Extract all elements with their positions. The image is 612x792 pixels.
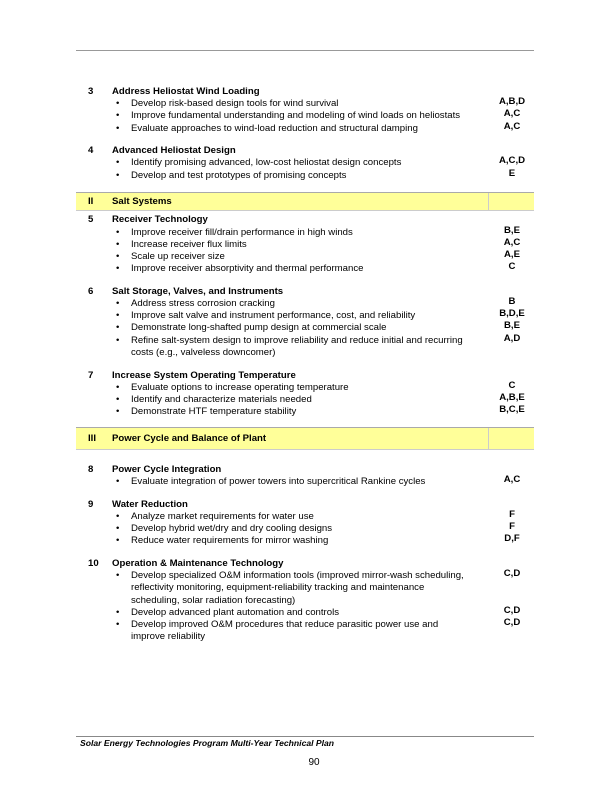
priority-code: C <box>508 379 516 391</box>
bullet-text: scheduling, solar radiation forecasting) <box>131 594 296 606</box>
bullet-text: Evaluate options to increase operating temperature <box>131 381 349 393</box>
task-title-row <box>76 86 534 98</box>
priority-code: C,D <box>503 604 521 616</box>
priority-code: A,C <box>503 108 521 120</box>
task-group <box>76 145 534 182</box>
task-title-row <box>76 464 534 476</box>
bullet-item <box>76 568 521 607</box>
task-number: 9 <box>88 498 94 510</box>
task-title: Receiver Technology <box>112 214 208 226</box>
priority-code: A,E <box>504 248 520 260</box>
bullet-icon: • <box>116 169 120 181</box>
bullet-icon: • <box>116 476 120 488</box>
bullet-icon: • <box>116 334 120 346</box>
bullet-item <box>76 296 516 310</box>
task-title: Operation & Maintenance Technology <box>112 558 284 570</box>
bullet-icon: • <box>116 381 120 393</box>
bullet-text: Improve receiver fill/drain performance in high winds <box>131 226 353 238</box>
section-header <box>76 192 534 211</box>
bullet-item <box>76 332 521 359</box>
footer-rule <box>76 736 534 737</box>
bullet-text: reflectivity monitoring, equipment-reliability tracking and maintenance <box>131 582 425 594</box>
priority-code: C <box>508 261 516 273</box>
priority-code: B <box>508 296 516 308</box>
bullet-text: Develop hybrid wet/dry and dry cooling designs <box>131 523 333 535</box>
bullet-text: Refine salt-system design to improve reliability and reduce initial and recurring <box>131 334 463 346</box>
task-title-row <box>76 499 534 511</box>
bullet-icon: • <box>116 535 120 547</box>
bullet-item <box>76 120 521 135</box>
bullet-item <box>76 320 520 334</box>
bullet-item <box>76 236 521 251</box>
bullet-item <box>76 391 525 406</box>
bullet-icon: • <box>116 606 120 618</box>
bullet-icon: • <box>116 322 120 334</box>
task-number: 5 <box>88 214 94 226</box>
task-group <box>76 464 534 488</box>
bullet-item <box>76 155 526 169</box>
bullet-text: Address stress corrosion cracking <box>131 298 275 310</box>
priority-code: A,C,D <box>498 155 526 167</box>
section-title: Salt Systems <box>112 196 172 208</box>
bullet-icon: • <box>116 263 120 275</box>
bullet-text: Demonstrate HTF temperature stability <box>131 406 297 418</box>
bullet-text: Develop and test prototypes of promising concepts <box>131 169 347 181</box>
task-group <box>76 214 534 275</box>
bullet-icon: • <box>116 226 120 238</box>
task-title: Power Cycle Integration <box>112 463 222 475</box>
bullet-item <box>76 308 525 322</box>
priority-code: F <box>509 521 515 533</box>
bullet-text: Increase receiver flux limits <box>131 238 247 250</box>
task-number: 4 <box>88 145 94 157</box>
bullet-text: Evaluate approaches to wind-load reduction and structural damping <box>131 122 418 134</box>
task-title-row <box>76 145 534 157</box>
priority-code: B,E <box>504 224 520 236</box>
bullet-text: Develop risk-based design tools for wind survival <box>131 98 339 110</box>
bullet-text: Develop specialized O&M information tools (improved mirror-wash scheduling, <box>131 570 464 582</box>
priority-code: A,B,E <box>499 391 525 403</box>
priority-code: F <box>509 508 515 520</box>
task-number: 8 <box>88 463 94 475</box>
priority-code: B,E <box>504 320 520 332</box>
bullet-text: improve reliability <box>131 631 206 643</box>
bullet-text: Develop improved O&M procedures that reduce parasitic power use and <box>131 619 439 631</box>
task-title-row <box>76 286 534 298</box>
task-title: Water Reduction <box>112 498 188 510</box>
task-number: 7 <box>88 369 94 381</box>
bullet-item <box>76 404 525 418</box>
bullet-icon: • <box>116 523 120 535</box>
bullet-text: Evaluate integration of power towers into supercritical Rankine cycles <box>131 476 426 488</box>
bullet-text: Demonstrate long-shafted pump design at commercial scale <box>131 322 387 334</box>
task-title-row <box>76 558 534 570</box>
bullet-icon: • <box>116 238 120 250</box>
bullet-icon: • <box>116 570 120 582</box>
bullet-item <box>76 108 521 122</box>
section-title: Power Cycle and Balance of Plant <box>112 432 267 444</box>
bullet-text: Improve receiver absorptivity and thermal performance <box>131 263 364 275</box>
priority-code: A,C <box>503 474 521 486</box>
bullet-item <box>76 604 521 619</box>
task-title: Salt Storage, Valves, and Instruments <box>112 285 284 297</box>
bullet-icon: • <box>116 110 120 122</box>
bullet-text: Improve salt valve and instrument performance, cost, and reliability <box>131 310 416 322</box>
priority-code: C,D <box>503 617 521 629</box>
priority-code: E <box>508 167 516 179</box>
bullet-icon: • <box>116 122 120 134</box>
bullet-item <box>76 508 515 523</box>
bullet-item <box>76 617 521 643</box>
bullet-icon: • <box>116 98 120 110</box>
bullet-icon: • <box>116 619 120 631</box>
priority-code: B,D,E <box>499 308 525 320</box>
bullet-icon: • <box>116 298 120 310</box>
bullet-item <box>76 167 516 182</box>
priority-code: A,C <box>503 236 521 248</box>
bullet-icon: • <box>116 157 120 169</box>
column-divider <box>488 428 489 449</box>
bullet-item <box>76 521 515 535</box>
task-title-row <box>76 370 534 382</box>
task-table <box>76 86 534 654</box>
priority-code: D,F <box>504 533 520 545</box>
priority-code: A,D <box>503 332 521 344</box>
task-title: Address Heliostat Wind Loading <box>112 86 260 97</box>
header-rule <box>76 50 534 51</box>
task-group <box>76 86 534 135</box>
bullet-text: Develop advanced plant automation and controls <box>131 606 340 618</box>
bullet-icon: • <box>116 250 120 262</box>
page-number: 90 <box>308 757 320 768</box>
task-number: 10 <box>88 558 99 570</box>
section-number: III <box>88 432 96 444</box>
bullet-text: Scale up receiver size <box>131 250 225 262</box>
bullet-item <box>76 261 516 275</box>
task-title-row <box>76 214 534 226</box>
task-title: Increase System Operating Temperature <box>112 369 296 381</box>
task-title: Advanced Heliostat Design <box>112 145 236 157</box>
bullet-text: Analyze market requirements for water use <box>131 510 314 522</box>
task-group <box>76 286 534 359</box>
bullet-text: Identify and characterize materials needed <box>131 393 312 405</box>
priority-code: B,C,E <box>499 404 525 416</box>
bullet-icon: • <box>116 393 120 405</box>
task-group <box>76 499 534 548</box>
priority-code: A,C <box>503 120 521 132</box>
section-header <box>76 427 534 450</box>
task-group <box>76 558 534 643</box>
bullet-item <box>76 474 521 488</box>
bullet-item <box>76 248 520 263</box>
bullet-icon: • <box>116 510 120 522</box>
bullet-item <box>76 379 516 394</box>
bullet-text: costs (e.g., valveless downcomer) <box>131 346 276 358</box>
bullet-item <box>76 96 526 110</box>
column-divider <box>488 193 489 210</box>
section-number: II <box>88 196 94 208</box>
priority-code: A,B,D <box>498 96 526 108</box>
task-number: 3 <box>88 86 94 97</box>
bullet-text: Identify promising advanced, low-cost heliostat design concepts <box>131 157 402 169</box>
bullet-text: Reduce water requirements for mirror washing <box>131 535 329 547</box>
bullet-item <box>76 224 520 239</box>
bullet-icon: • <box>116 406 120 418</box>
footer-title: Solar Energy Technologies Program Multi-Year Technical Plan <box>80 738 335 748</box>
bullet-text: Improve fundamental understanding and modeling of wind loads on heliostats <box>131 110 461 122</box>
bullet-item <box>76 533 520 547</box>
task-group <box>76 370 534 419</box>
task-number: 6 <box>88 285 94 297</box>
bullet-icon: • <box>116 310 120 322</box>
priority-code: C,D <box>503 568 521 580</box>
